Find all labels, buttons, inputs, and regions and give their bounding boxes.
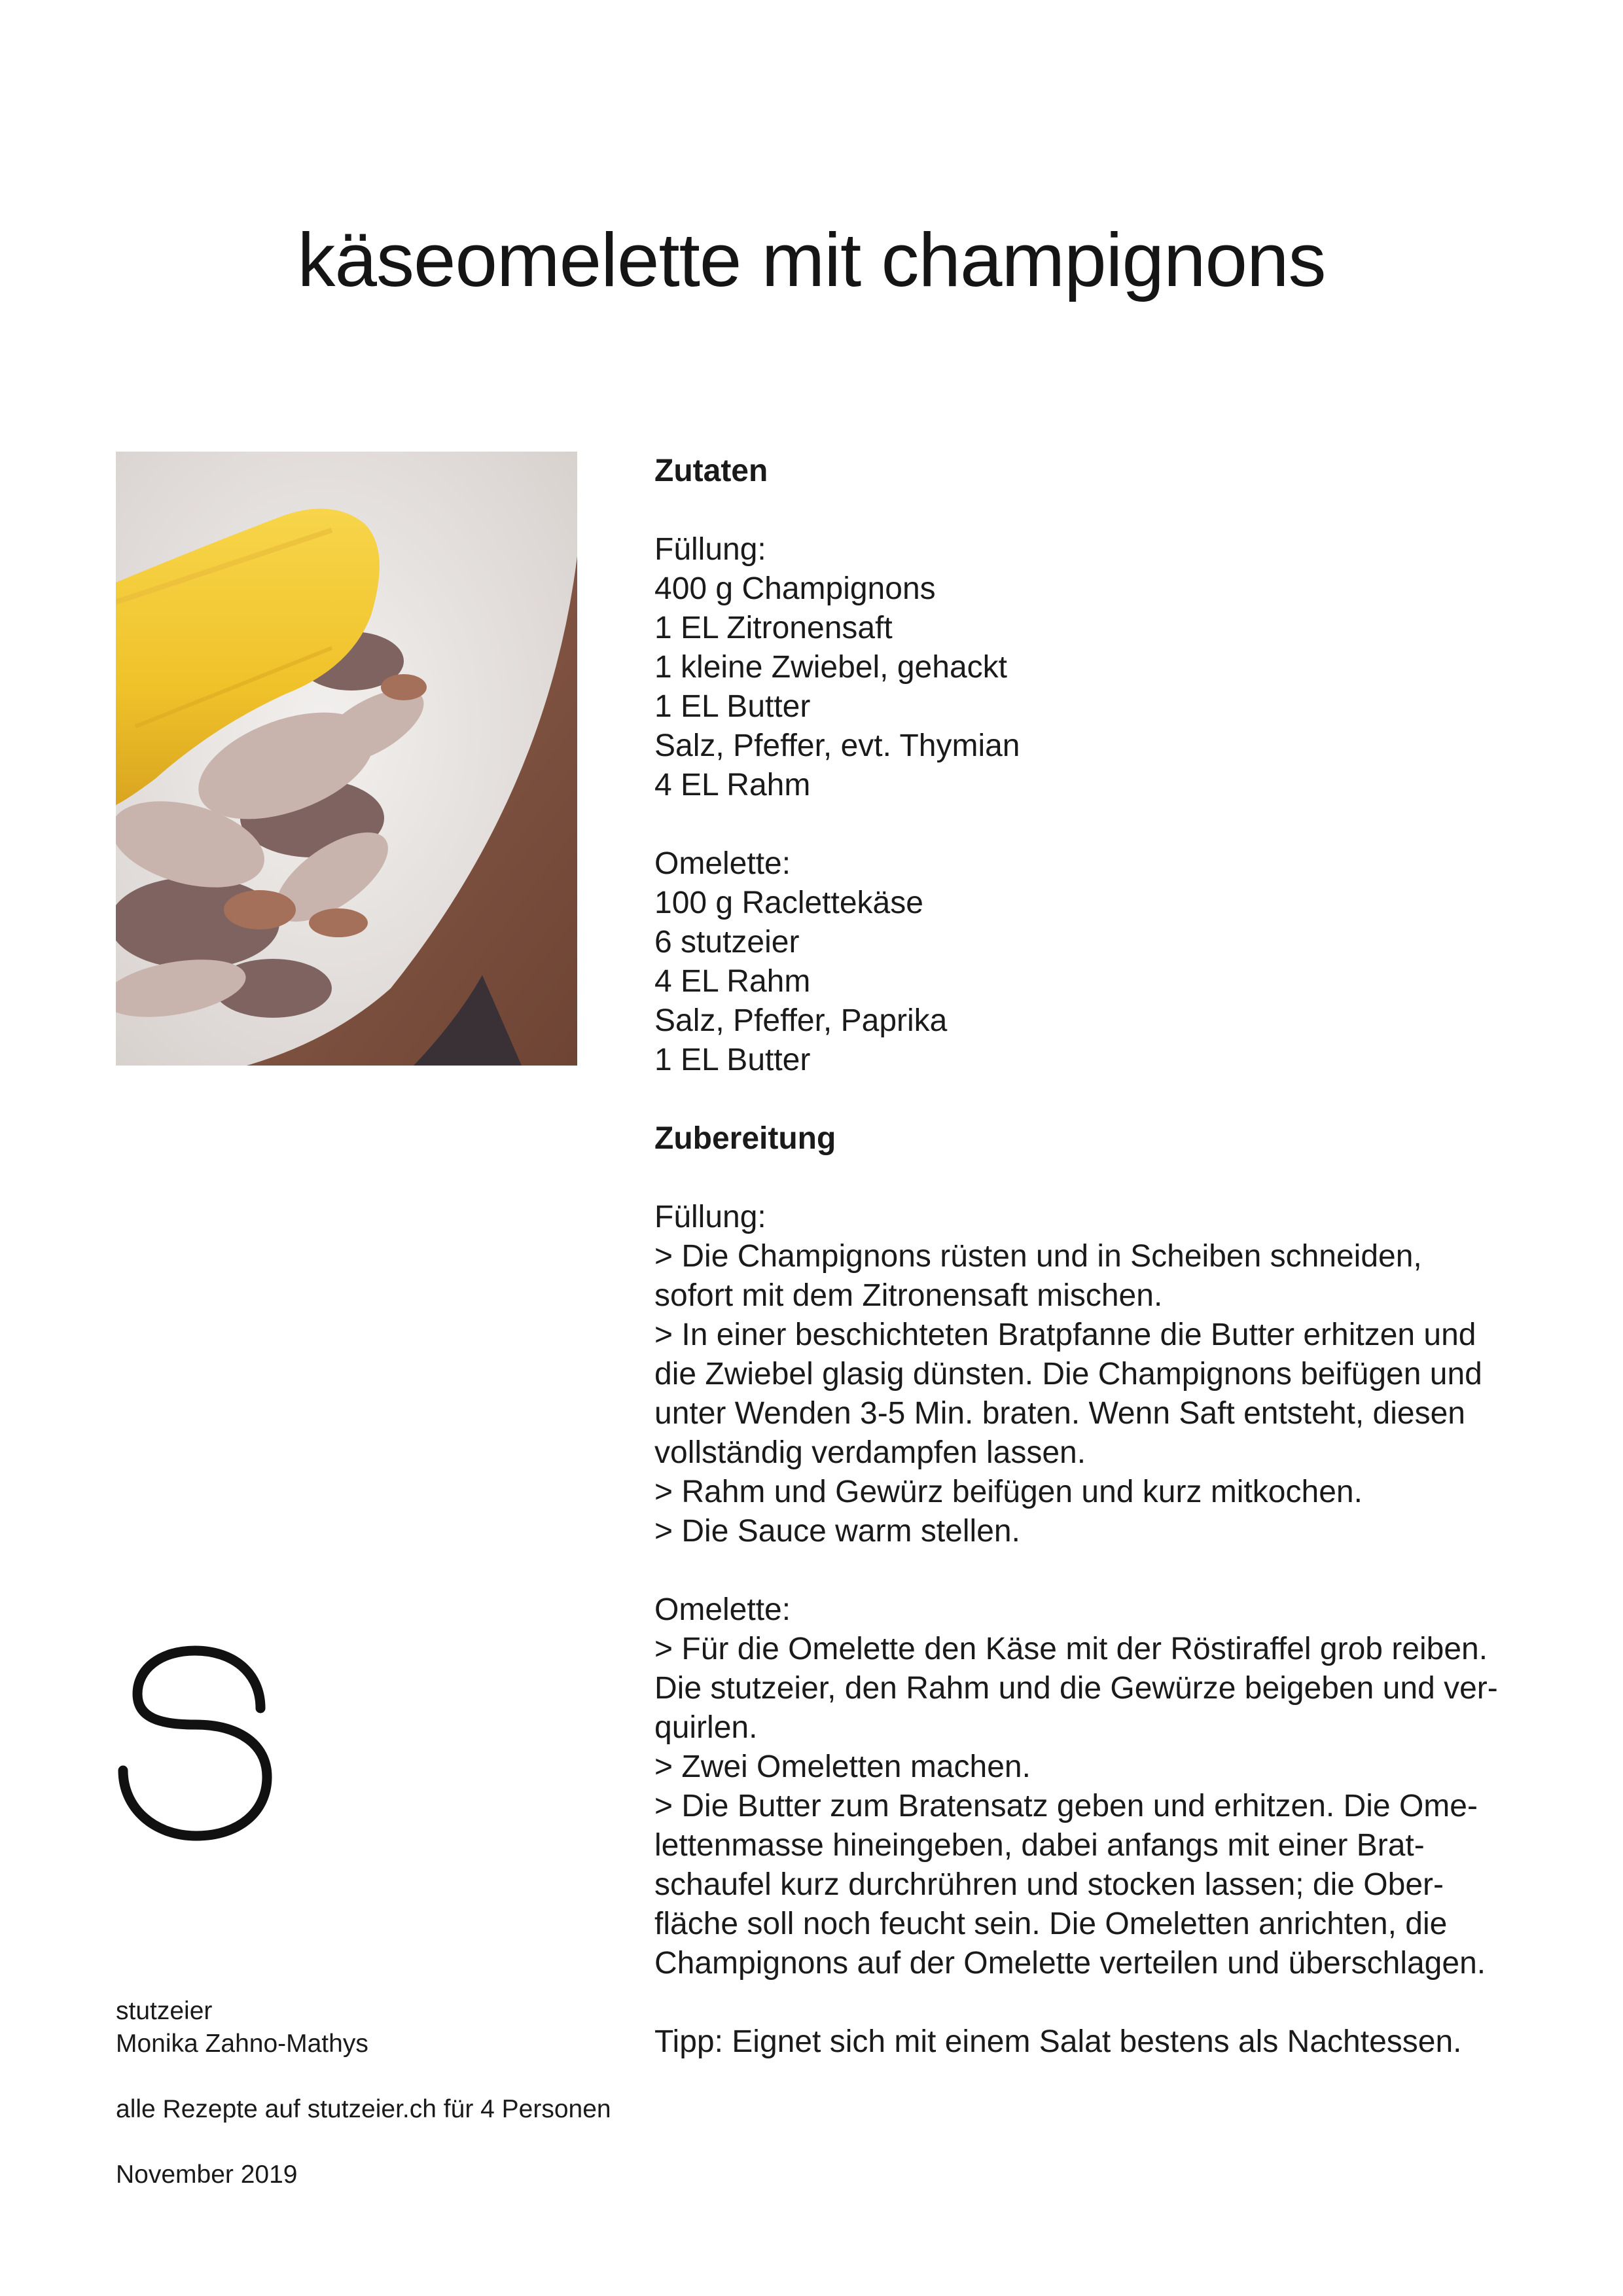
preparation-line: fläche soll noch feucht sein. Die Omeletten anrichten, die bbox=[654, 1907, 1448, 1941]
recipe-title: käseomelette mit champignons bbox=[297, 217, 1326, 302]
preparation-filling-label: Füllung: bbox=[654, 1200, 766, 1234]
preparation-line: > In einer beschichteten Bratpfanne die Butter erhitzen und bbox=[654, 1318, 1476, 1352]
ingredient-item: Salz, Pfeffer, evt. Thymian bbox=[654, 728, 1020, 763]
ingredient-item: 1 kleine Zwiebel, gehackt bbox=[654, 650, 1007, 685]
footer-brand: stutzeier bbox=[116, 1997, 213, 2025]
ingredient-item: 400 g Champignons bbox=[654, 571, 936, 606]
recipe-content bbox=[654, 452, 1518, 2062]
preparation-line: > Die Butter zum Bratensatz geben und erhitzen. Die Ome- bbox=[654, 1789, 1478, 1823]
preparation-line: schaufel kurz durchrühren und stocken lassen; die Ober- bbox=[654, 1867, 1444, 1902]
preparation-omelette-label: Omelette: bbox=[654, 1592, 791, 1627]
preparation-line: > Die Champignons rüsten und in Scheiben schneiden, bbox=[654, 1239, 1422, 1274]
stutzeier-logo-icon bbox=[111, 1636, 275, 1846]
recipe-photo bbox=[116, 452, 577, 1066]
footer-note: alle Rezepte auf stutzeier.ch für 4 Personen bbox=[116, 2095, 611, 2123]
preparation-line: > Die Sauce warm stellen. bbox=[654, 1514, 1020, 1549]
ingredients-heading: Zutaten bbox=[654, 454, 768, 488]
footer-author: Monika Zahno-Mathys bbox=[116, 2030, 368, 2058]
footer-date: November 2019 bbox=[116, 2161, 298, 2189]
preparation-line: unter Wenden 3-5 Min. braten. Wenn Saft entsteht, diesen bbox=[654, 1396, 1465, 1431]
preparation-line: lettenmasse hineingeben, dabei anfangs mit einer Brat- bbox=[654, 1828, 1425, 1863]
preparation-line: Die stutzeier, den Rahm und die Gewürze beigeben und ver- bbox=[654, 1671, 1498, 1706]
ingredients-filling-label: Füllung: bbox=[654, 532, 766, 567]
ingredient-item: 1 EL Zitronensaft bbox=[654, 611, 893, 645]
preparation-line: Champignons auf der Omelette verteilen und überschlagen. bbox=[654, 1946, 1486, 1981]
preparation-line: sofort mit dem Zitronensaft mischen. bbox=[654, 1278, 1163, 1313]
recipe-tip: Tipp: Eignet sich mit einem Salat bestens als Nachtessen. bbox=[654, 2024, 1462, 2059]
preparation-line: die Zwiebel glasig dünsten. Die Champignons beifügen und bbox=[654, 1357, 1482, 1391]
ingredient-item: 6 stutzeier bbox=[654, 925, 800, 960]
ingredient-item: 1 EL Butter bbox=[654, 689, 811, 724]
ingredient-item: 100 g Raclettekäse bbox=[654, 886, 923, 920]
preparation-line: > Für die Omelette den Käse mit der Röstiraffel grob reiben. bbox=[654, 1632, 1488, 1666]
preparation-line: quirlen. bbox=[654, 1710, 758, 1745]
ingredients-omelette-label: Omelette: bbox=[654, 846, 791, 881]
ingredient-item: 4 EL Rahm bbox=[654, 964, 811, 999]
ingredient-item: 4 EL Rahm bbox=[654, 768, 811, 802]
preparation-line: > Rahm und Gewürz beifügen und kurz mitkochen. bbox=[654, 1475, 1363, 1509]
ingredient-item: Salz, Pfeffer, Paprika bbox=[654, 1003, 948, 1038]
preparation-line: vollständig verdampfen lassen. bbox=[654, 1435, 1086, 1470]
preparation-heading: Zubereitung bbox=[654, 1121, 836, 1156]
ingredient-item: 1 EL Butter bbox=[654, 1043, 811, 1077]
preparation-line: > Zwei Omeletten machen. bbox=[654, 1749, 1031, 1784]
